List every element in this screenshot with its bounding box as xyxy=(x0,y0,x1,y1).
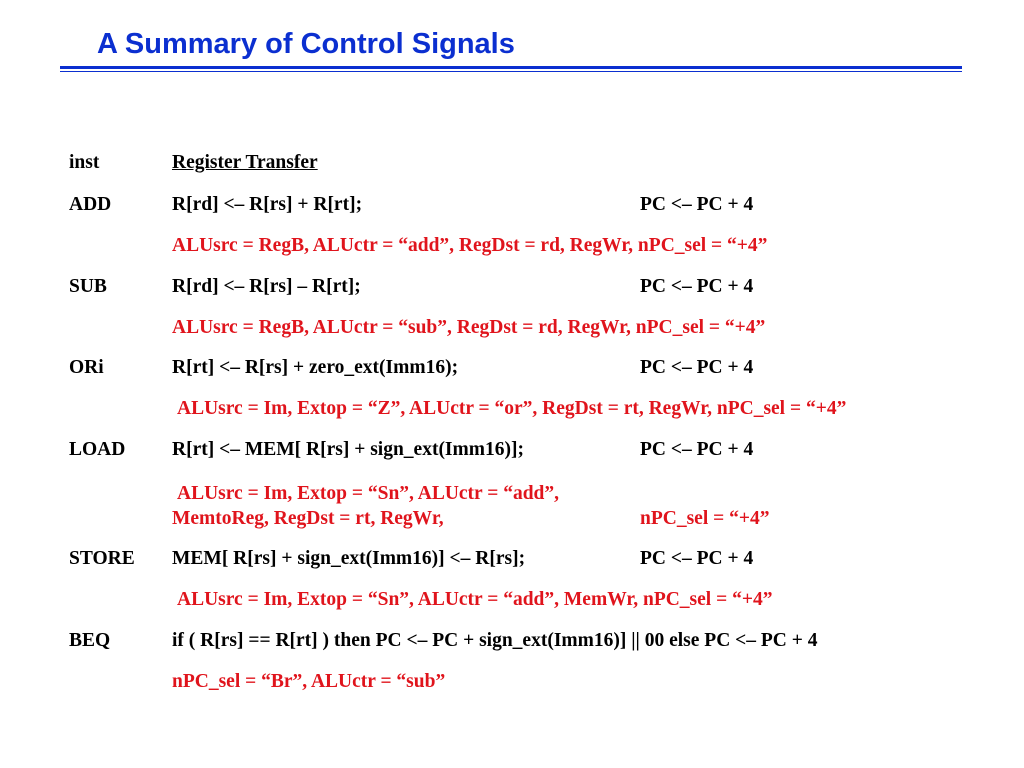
pc-update-add: PC <– PC + 4 xyxy=(640,194,754,215)
register-transfer-sub: R[rd] <– R[rs] – R[rt]; xyxy=(172,276,361,297)
pc-update-load: PC <– PC + 4 xyxy=(640,439,754,460)
control-signals-beq: nPC_sel = “Br”, ALUctr = “sub” xyxy=(172,671,446,692)
pc-update-ori: PC <– PC + 4 xyxy=(640,357,754,378)
control-signals-load: ALUsrc = Im, Extop = “Sn”, ALUctr = “add”, xyxy=(177,483,560,504)
control-signals-sub: ALUsrc = RegB, ALUctr = “sub”, RegDst = rd, RegWr, nPC_sel = “+4” xyxy=(172,317,766,338)
control-signals-add: ALUsrc = RegB, ALUctr = “add”, RegDst = rd, RegWr, nPC_sel = “+4” xyxy=(172,235,768,256)
title-underline-thin xyxy=(60,71,962,72)
instruction-name-load: LOAD xyxy=(69,439,126,460)
register-transfer-ori: R[rt] <– R[rs] + zero_ext(Imm16); xyxy=(172,357,459,378)
title-underline xyxy=(60,66,962,69)
column-header-row xyxy=(69,151,318,175)
pc-update-sub: PC <– PC + 4 xyxy=(640,276,754,297)
instruction-name-ori: ORi xyxy=(69,357,104,378)
control-signals-load-line2: MemtoReg, RegDst = rt, RegWr, xyxy=(172,508,444,529)
instruction-name-store: STORE xyxy=(69,548,135,569)
instruction-name-add: ADD xyxy=(69,194,112,215)
control-signals-ori: ALUsrc = Im, Extop = “Z”, ALUctr = “or”, RegDst = rt, RegWr, nPC_sel = “+4” xyxy=(177,398,847,419)
column-header-transfer: Register Transfer xyxy=(172,152,318,173)
instruction-name-beq: BEQ xyxy=(69,630,111,651)
register-transfer-beq: if ( R[rs] == R[rt] ) then PC <– PC + sign_ext(Imm16)] || 00 else PC <– PC + 4 xyxy=(172,630,818,651)
register-transfer-store: MEM[ R[rs] + sign_ext(Imm16)] <– R[rs]; xyxy=(172,548,526,569)
control-signals-load-npc: nPC_sel = “+4” xyxy=(640,508,770,529)
slide-title: A Summary of Control Signals xyxy=(97,28,515,60)
register-transfer-add: R[rd] <– R[rs] + R[rt]; xyxy=(172,194,363,215)
instruction-name-sub: SUB xyxy=(69,276,107,297)
register-transfer-load: R[rt] <– MEM[ R[rs] + sign_ext(Imm16)]; xyxy=(172,439,524,460)
control-signals-store: ALUsrc = Im, Extop = “Sn”, ALUctr = “add”, MemWr, nPC_sel = “+4” xyxy=(177,589,773,610)
pc-update-store: PC <– PC + 4 xyxy=(640,548,754,569)
column-header-inst: inst xyxy=(69,152,100,173)
